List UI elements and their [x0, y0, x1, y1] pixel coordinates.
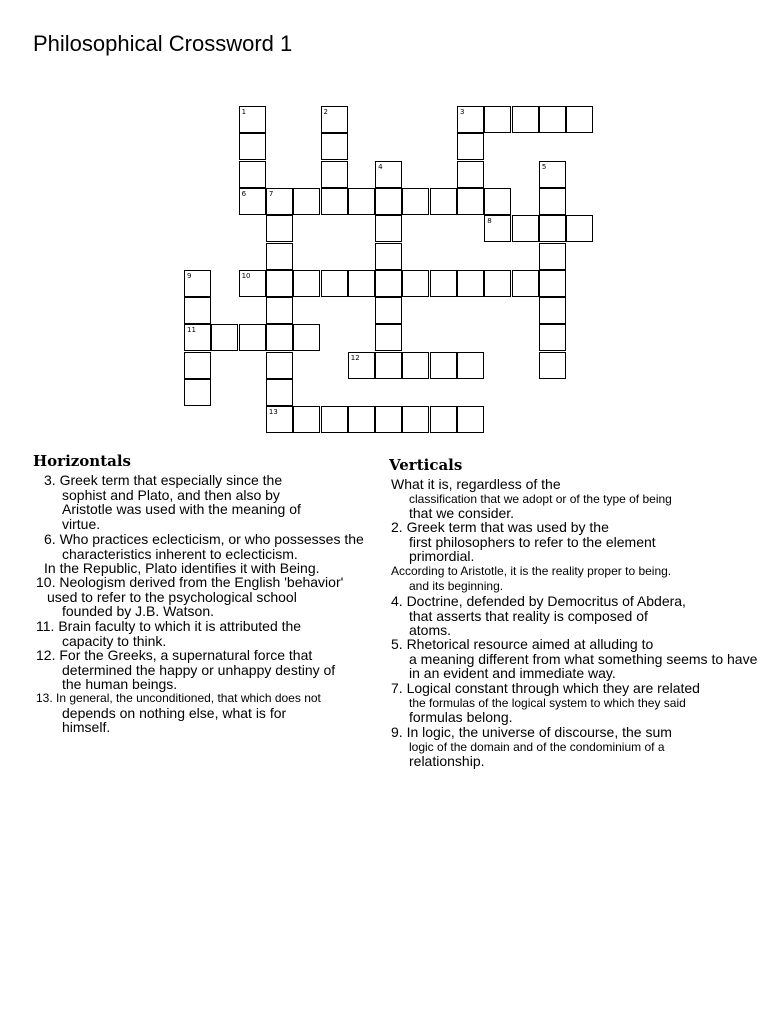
grid-cell[interactable] — [184, 352, 211, 379]
grid-cell[interactable] — [430, 406, 457, 433]
grid-cell[interactable] — [266, 406, 293, 433]
grid-cell[interactable] — [184, 379, 211, 406]
grid-cell[interactable] — [457, 188, 484, 215]
grid-cell[interactable] — [539, 270, 566, 297]
grid-cell[interactable] — [239, 106, 266, 133]
grid-cell[interactable] — [539, 243, 566, 270]
grid-cell[interactable] — [539, 161, 566, 188]
grid-cell[interactable] — [457, 352, 484, 379]
grid-cell[interactable] — [484, 106, 511, 133]
grid-cell[interactable] — [266, 188, 293, 215]
grid-cell[interactable] — [375, 215, 402, 242]
grid-cell[interactable] — [266, 297, 293, 324]
grid-cell[interactable] — [375, 243, 402, 270]
grid-cell[interactable] — [539, 297, 566, 324]
page-title: Philosophical Crossword 1 — [33, 31, 293, 56]
grid-cell[interactable] — [402, 352, 429, 379]
clue-down-9: 9. In logic, the universe of discourse, the sum logic of the domain and of the condominium of a relationship. — [391, 724, 672, 770]
grid-cell[interactable] — [348, 352, 375, 379]
clue-number-4: 4 — [378, 162, 383, 171]
horizontals-heading: Horizontals — [33, 452, 131, 470]
grid-cell[interactable] — [184, 270, 211, 297]
clue-number-2: 2 — [323, 108, 328, 116]
verticals-heading: Verticals — [389, 456, 463, 474]
grid-cell[interactable] — [484, 270, 511, 297]
clue-down-3: According to Aristotle, it is the reality proper to being. and its beginning. — [391, 564, 672, 593]
grid-cell[interactable] — [375, 297, 402, 324]
clue-number-3: 3 — [460, 108, 465, 116]
grid-cell[interactable] — [539, 188, 566, 215]
grid-cell[interactable] — [457, 106, 484, 133]
clue-down-1: What it is, regardless of the classification that we adopt or of the type of being that we consider. — [391, 476, 672, 522]
grid-cell[interactable] — [266, 215, 293, 242]
grid-cell[interactable] — [321, 161, 348, 188]
grid-cell[interactable] — [348, 406, 375, 433]
clue-number-5: 5 — [541, 162, 547, 171]
grid-cell[interactable] — [184, 324, 211, 351]
grid-cell[interactable] — [375, 188, 402, 215]
grid-cell[interactable] — [512, 106, 539, 133]
grid-cell[interactable] — [321, 106, 348, 133]
grid-cell[interactable] — [266, 379, 293, 406]
clue-number-7: 7 — [268, 189, 274, 198]
clue-number-11: 11 — [187, 326, 196, 335]
grid-cell[interactable] — [375, 352, 402, 379]
grid-cell[interactable] — [348, 188, 375, 215]
grid-cell[interactable] — [293, 406, 320, 433]
grid-cell[interactable] — [239, 270, 266, 297]
grid-cell[interactable] — [484, 188, 511, 215]
clue-down-5: 5. Rhetorical resource aimed at alluding to a meaning different from what something seems to have in an evident and immediate way. — [391, 636, 758, 682]
grid-cell[interactable] — [375, 270, 402, 297]
clue-across-11: 11. Brain faculty to which it is attributed the capacity to think. — [36, 618, 302, 649]
grid-cell[interactable] — [484, 215, 511, 242]
clue-across-3: 3. Greek term that especially since the sophist and Plato, and then also by Aristotle was used with the meaning of virtue. — [44, 472, 301, 532]
clue-down-7: 7. Logical constant through which they are related the formulas of the logical system to which they said formulas belong. — [391, 680, 700, 726]
grid-cell[interactable] — [430, 270, 457, 297]
grid-cell[interactable] — [239, 133, 266, 160]
grid-cell[interactable] — [539, 215, 566, 242]
grid-cell[interactable] — [348, 270, 375, 297]
clue-number-10: 10 — [241, 271, 251, 280]
grid-cell[interactable] — [457, 133, 484, 160]
clue-across-6: 6. Who practices eclecticism, or who possesses the characteristics inherent to eclecticism. — [44, 531, 364, 562]
grid-cell[interactable] — [266, 352, 293, 379]
grid-cell[interactable] — [566, 106, 593, 133]
grid-cell[interactable] — [321, 188, 348, 215]
grid-cell[interactable] — [430, 352, 457, 379]
clue-number-13: 13 — [268, 408, 278, 417]
grid-cell[interactable] — [566, 215, 593, 242]
grid-cell[interactable] — [293, 324, 320, 351]
grid-cell[interactable] — [457, 161, 484, 188]
clue-across-13: 13. In general, the unconditioned, that which does not depends on nothing else, what is for himself. — [36, 691, 321, 736]
clue-down-2: 2. Greek term that was used by the first philosophers to refer to the element primordial. — [391, 519, 656, 565]
grid-cell[interactable] — [375, 324, 402, 351]
grid-cell[interactable] — [239, 188, 266, 215]
clue-number-6: 6 — [241, 189, 247, 198]
clue-down-4: 4. Doctrine, defended by Democritus of Abdera, that asserts that reality is composed of atoms. — [391, 593, 686, 639]
grid-cell[interactable] — [430, 188, 457, 215]
grid-cell[interactable] — [293, 188, 320, 215]
grid-cell[interactable] — [266, 324, 293, 351]
grid-cell[interactable] — [375, 161, 402, 188]
grid-cell[interactable] — [375, 406, 402, 433]
grid-cell[interactable] — [539, 324, 566, 351]
grid-cell[interactable] — [512, 215, 539, 242]
grid-cell[interactable] — [321, 270, 348, 297]
grid-cell[interactable] — [266, 270, 293, 297]
clue-number-8: 8 — [487, 217, 492, 226]
grid-cell[interactable] — [402, 406, 429, 433]
grid-cell[interactable] — [293, 270, 320, 297]
grid-cell[interactable] — [239, 324, 266, 351]
grid-cell[interactable] — [239, 161, 266, 188]
grid-cell[interactable] — [539, 352, 566, 379]
clue-across-12: 12. For the Greeks, a supernatural force that determined the happy or unhappy destiny of the human beings. — [36, 647, 336, 693]
clue-across-8: In the Republic, Plato identifies it with Being. — [44, 560, 320, 576]
grid-cell[interactable] — [512, 270, 539, 297]
grid-cell[interactable] — [539, 106, 566, 133]
clue-across-10: 10. Neologism derived from the English 'behavior' used to refer to the psychological school founded by J.B. Watson. — [36, 574, 344, 620]
grid-cell[interactable] — [321, 133, 348, 160]
grid-cell[interactable] — [457, 406, 484, 433]
grid-cell[interactable] — [402, 188, 429, 215]
clue-number-9: 9 — [187, 271, 192, 280]
clue-number-1: 1 — [241, 108, 247, 116]
grid-cell[interactable] — [266, 243, 293, 270]
clue-number-12: 12 — [350, 353, 360, 362]
grid-cell[interactable] — [184, 297, 211, 324]
grid-cell[interactable] — [321, 406, 348, 433]
grid-cell[interactable] — [402, 270, 429, 297]
grid-cell[interactable] — [457, 270, 484, 297]
grid-cell[interactable] — [211, 324, 238, 351]
